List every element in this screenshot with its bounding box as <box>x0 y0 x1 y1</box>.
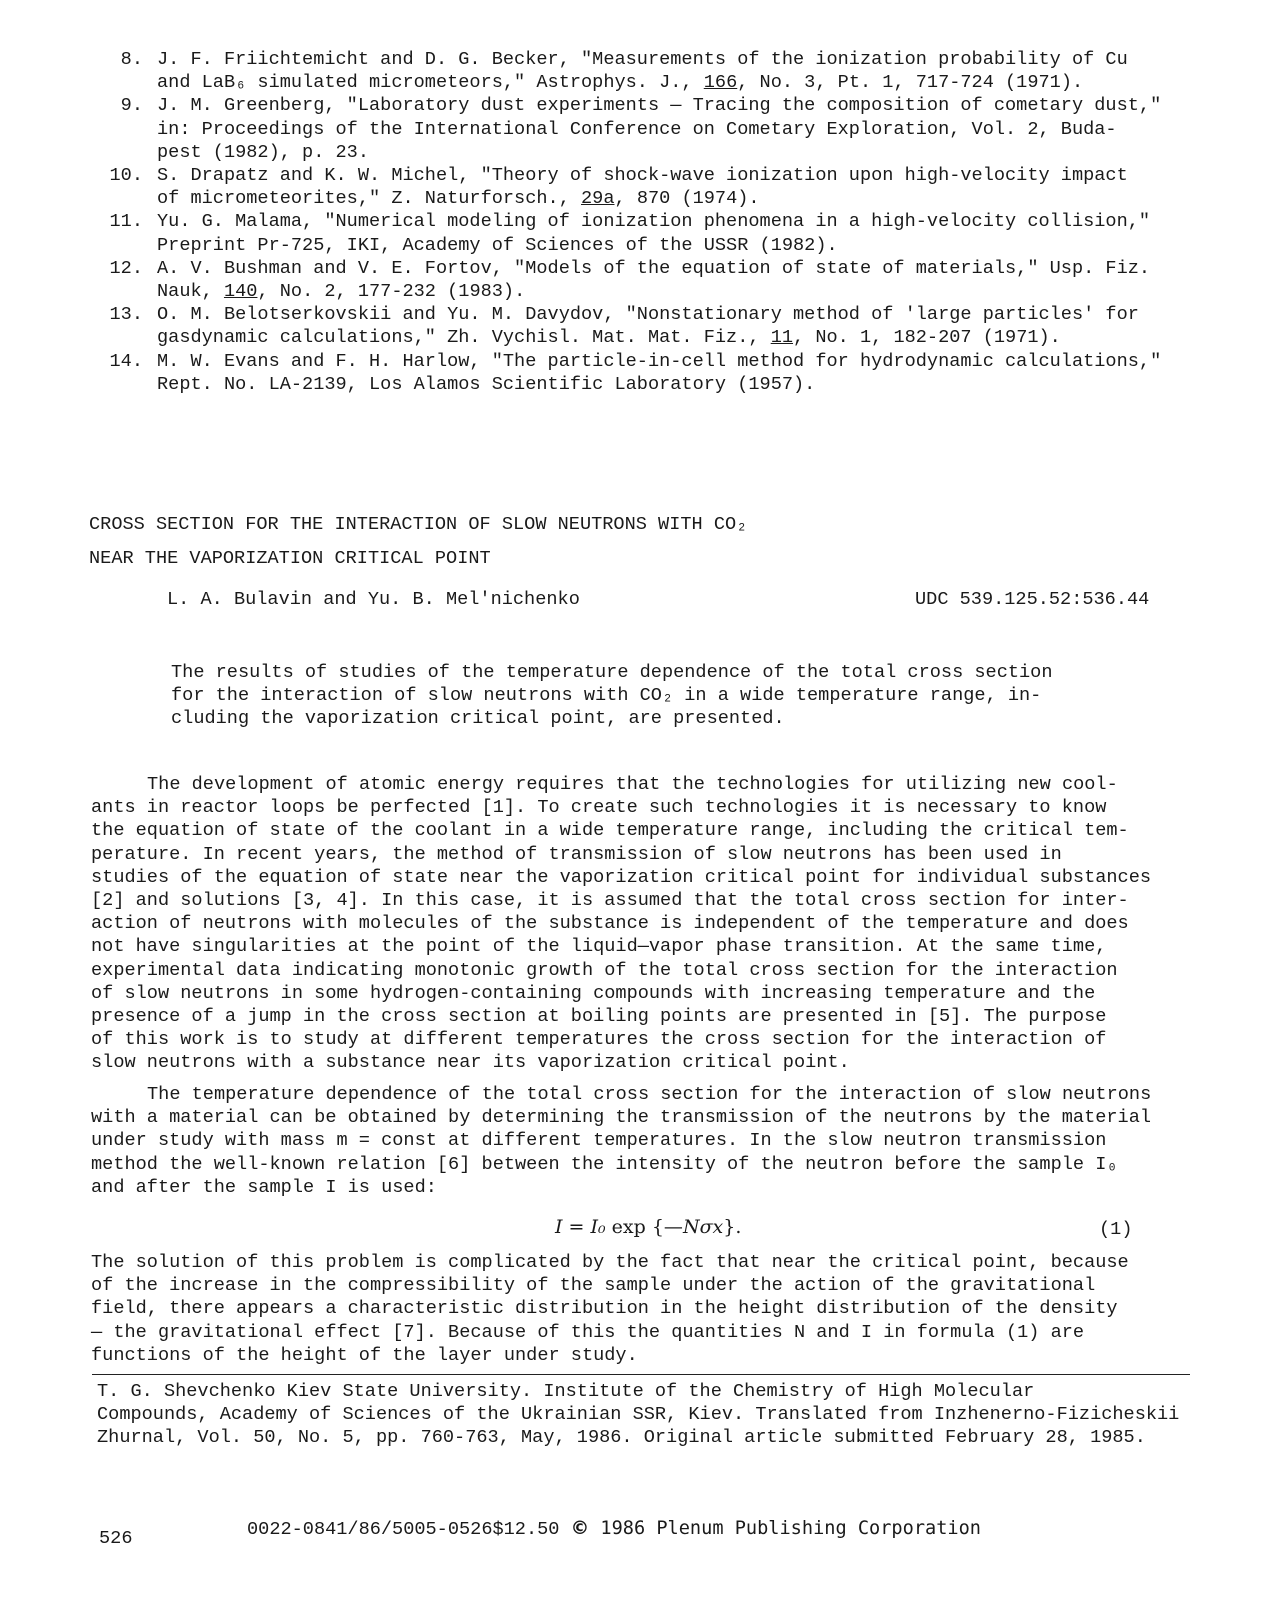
abstract: The results of studies of the temperature dependence of the total cross section for the interaction of slow neutrons with CO₂ in a wide temperature range, in- cluding the vaporization critical point, are presented. <box>171 662 1053 730</box>
equation-close: }. <box>723 1216 742 1238</box>
reference-number: 11. <box>109 211 143 233</box>
reference-item <box>95 48 1205 94</box>
paragraph-text: The temperature dependence of the total cross section for the interaction of slow neutrons with a material can be obtained by determining the transmission of the neutrons by the material under study with mass m = const at different temperatures. In the slow neutron transmission method the well-known relation [6] between the intensity of the neutron before the sample I₀ and after the sample I is used: <box>91 1084 1152 1198</box>
reference-list <box>95 48 1205 396</box>
reference-text: M. W. Evans and F. H. Harlow, "The particle-in-cell method for hydrodynamic calculations," Rept. No. LA-2139, Los Alamos Scientific Laboratory (1957). <box>157 350 1162 395</box>
reference-number: 13. <box>109 304 143 326</box>
equation-lhs: I <box>555 1216 563 1238</box>
publisher: 1986 Plenum Publishing Corporation <box>600 1518 981 1539</box>
title-line: CROSS SECTION FOR THE INTERACTION OF SLOW NEUTRONS WITH CO₂ <box>89 514 748 535</box>
footnote-divider <box>92 1374 1190 1375</box>
equation-i0: I₀ <box>590 1216 606 1238</box>
udc-code: UDC 539.125.52:536.44 <box>915 589 1150 610</box>
issn-price: 0022-0841/86/5005-0526$12.50 <box>247 1519 560 1540</box>
reference-text: S. Drapatz and K. W. Michel, "Theory of shock-wave ionization upon high-velocity impact of micrometeorites," Z. Naturforsch., 29a, 870 (1974). <box>157 165 1128 210</box>
equation <box>555 1216 741 1239</box>
reference-number: 8. <box>120 49 143 70</box>
reference-number: 12. <box>109 257 143 279</box>
reference-text: O. M. Belotserkovskii and Yu. M. Davydov, "Nonstationary method of 'large particles' for gasdynamic calculations," Zh. Vychisl. Mat. Mat. Fiz., 11, No. 1, 182-207 (1971). <box>157 304 1139 349</box>
reference-text: J. M. Greenberg, "Laboratory dust experiments — Tracing the composition of cometary dust," in: Proceedings of the International Conference on Cometary Exploration, Vol. 2, Buda- pest (1982), p. 23. <box>157 95 1162 163</box>
body-paragraph <box>91 1251 1211 1367</box>
reference-item <box>95 257 1205 303</box>
article-authors: L. A. Bulavin and Yu. B. Mel'nichenko <box>167 589 580 610</box>
body-paragraph <box>91 773 1211 1075</box>
paragraph-text: The development of atomic energy requires that the technologies for utilizing new cool- ants in reactor loops be perfected [1]. To create such technologies it is necessary to know the equation of state of the coolant in a wide temperature range, including the critical tem- perature. In recent years, the method of transmission of slow neutrons has been used in studies of the equation of state near the vaporization critical point for individual substances [2] and solutions [3, 4]. In this case, it is assumed that the total cross section for inter- action of neutrons with molecules of the substance is independent of the temperature and does not have singularities at the point of the liquid—vapor phase transition. At the same time, experimental data indicating monotonic growth of the total cross section for the interaction of slow neutrons in some hydrogen-containing compounds with increasing temperature and the presence of a jump in the cross section at boiling points are presented in [5]. The purpose of this work is to study at different temperatures the cross section for the interaction of slow neutrons with a substance near its vaporization critical point. <box>91 774 1152 1074</box>
copyright-icon: © <box>570 1518 590 1539</box>
reference-item <box>95 210 1205 256</box>
reference-item <box>95 164 1205 210</box>
reference-text: A. V. Bushman and V. E. Fortov, "Models of the equation of state of materials," Usp. Fiz. Nauk, 140, No. 2, 177-232 (1983). <box>157 257 1151 303</box>
body-paragraph <box>91 1083 1211 1199</box>
reference-number: 9. <box>120 95 143 117</box>
reference-item <box>95 303 1205 349</box>
article-title <box>89 508 747 576</box>
equation-nsigmax: Nσx <box>682 1216 724 1238</box>
equation-exp: exp {— <box>605 1216 683 1238</box>
reference-item <box>95 94 1205 164</box>
equation-number: (1) <box>1099 1219 1133 1240</box>
footnote: T. G. Shevchenko Kiev State University. Institute of the Chemistry of High Molecular Compounds, Academy of Sciences of the Ukrainian SSR, Kiev. Translated from Inzhenerno-Fizicheskii Zhurnal, Vol. 50, No. 5, pp. 760-763, May, 1986. Original article submitted February 28, 1985. <box>97 1381 1180 1449</box>
equation-equals: = <box>562 1216 591 1238</box>
reference-text: J. F. Friichtemicht and D. G. Becker, "Measurements of the ionization probability of Cu and LaB₆ simulated micrometeors," Astrophys. J., 166, No. 3, Pt. 1, 717-724 (1971). <box>157 49 1128 94</box>
reference-number: 10. <box>109 165 143 187</box>
paragraph-text: The solution of this problem is complicated by the fact that near the critical point, because of the increase in the compressibility of the sample under the action of the gravitational field, there appears a characteristic distribution in the height distribution of the density — the gravitational effect [7]. Because of this the quantities N and I in formula (1) are functions of the height of the layer under study. <box>91 1252 1129 1366</box>
reference-text: Yu. G. Malama, "Numerical modeling of ionization phenomena in a high-velocity collision," Preprint Pr-725, IKI, Academy of Sciences of the USSR (1982). <box>157 211 1151 256</box>
title-line: NEAR THE VAPORIZATION CRITICAL POINT <box>89 548 491 569</box>
publication-line <box>247 1517 981 1541</box>
page-number: 526 <box>99 1528 133 1549</box>
reference-number: 14. <box>109 350 143 372</box>
reference-item <box>95 350 1205 396</box>
